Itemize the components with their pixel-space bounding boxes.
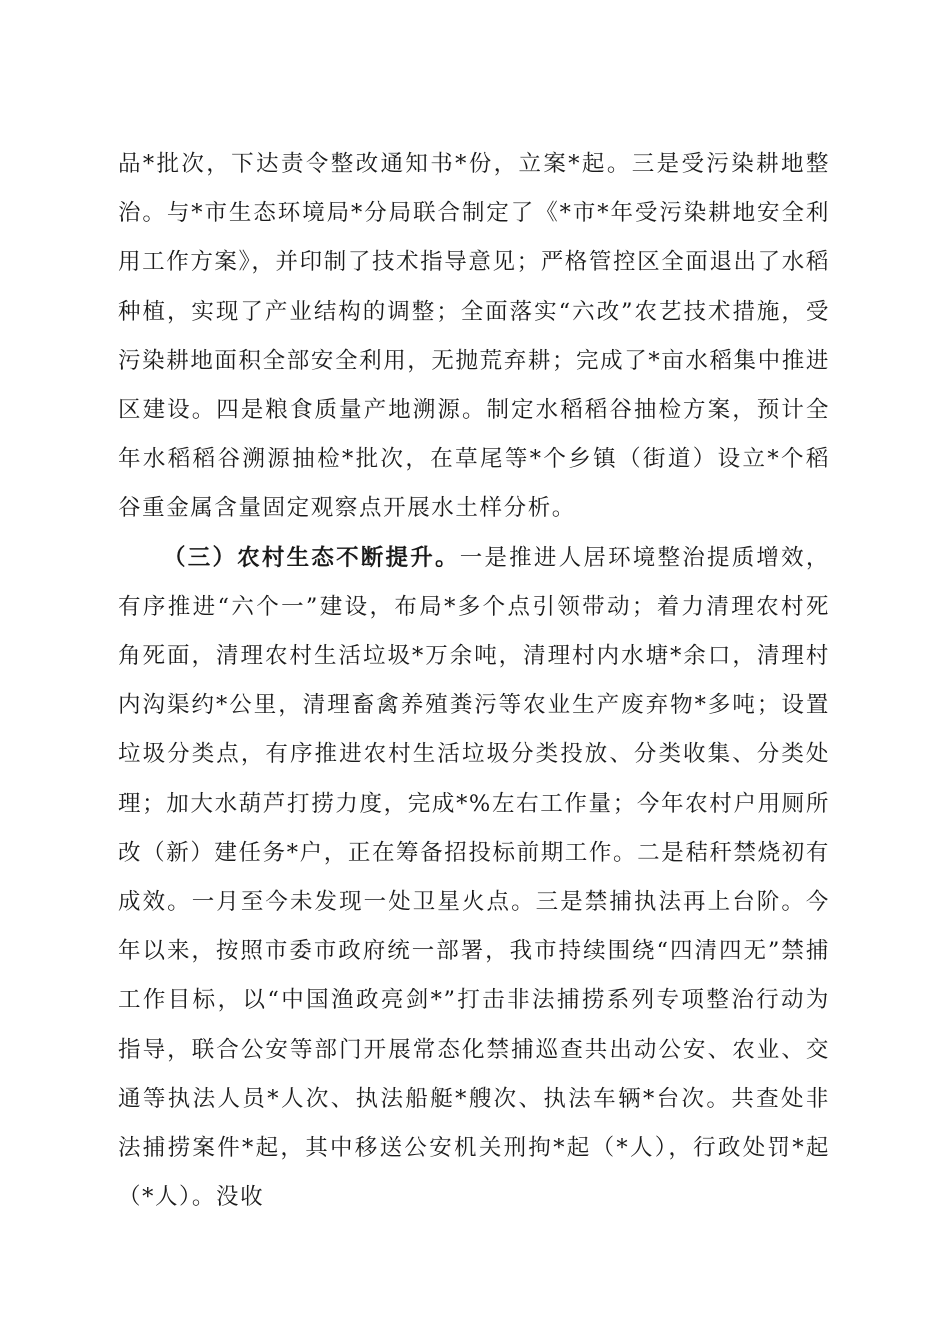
paragraph-continued [118, 140, 830, 534]
section-heading: （三）农村生态不断提升。 [163, 544, 460, 571]
paragraph-text: 一是推进人居环境整治提质增效，有序推进“六个一”建设，布局*多个点引领带动；着力清理农村死角死面，清理农村生活垃圾*万余吨，清理村内水塘*余口，清理村内沟渠约*公里，清理畜禽养殖粪污等农业生产废弃物*多吨；设置垃圾分类点，有序推进农村生活垃圾分类投放、分类收集、分类处理；加大水葫芦打捞力度，完成*%左右工作量；今年农村户用厕所改（新）建任务*户，正在筹备招投标前期工作。二是秸秆禁烧初有成效。一月至今未发现一处卫星火点。三是禁捕执法再上台阶。今年以来，按照市委市政府统一部署，我市持续围绕“四清四无”禁捕工作目标，以“中国渔政亮剑*”打击非法捕捞系列专项整治行动为指导，联合公安等部门开展常态化禁捕巡查共出动公安、农业、交通等执法人员*人次、执法船艇*艘次、执法车辆*台次。共查处非法捕捞案件*起，其中移送公安机关刑拘*起（*人），行政处罚*起（*人）。没收 [118, 544, 830, 1211]
paragraph-text: 品*批次，下达责令整改通知书*份，立案*起。三是受污染耕地整治。与*市生态环境局*分局联合制定了《*市*年受污染耕地安全利用工作方案》，并印制了技术指导意见；严格管控区全面退出了水稻种植，实现了产业结构的调整；全面落实“六改”农艺技术措施，受污染耕地面积全部安全利用，无抛荒弃耕；完成了*亩水稻集中推进区建设。四是粮食质量产地溯源。制定水稻稻谷抽检方案，预计全年水稻稻谷溯源抽检*批次，在草尾等*个乡镇（街道）设立*个稻谷重金属含量固定观察点开展水土样分析。 [118, 151, 830, 522]
paragraph-rural-ecology [118, 534, 830, 1223]
document-body [118, 140, 830, 1222]
